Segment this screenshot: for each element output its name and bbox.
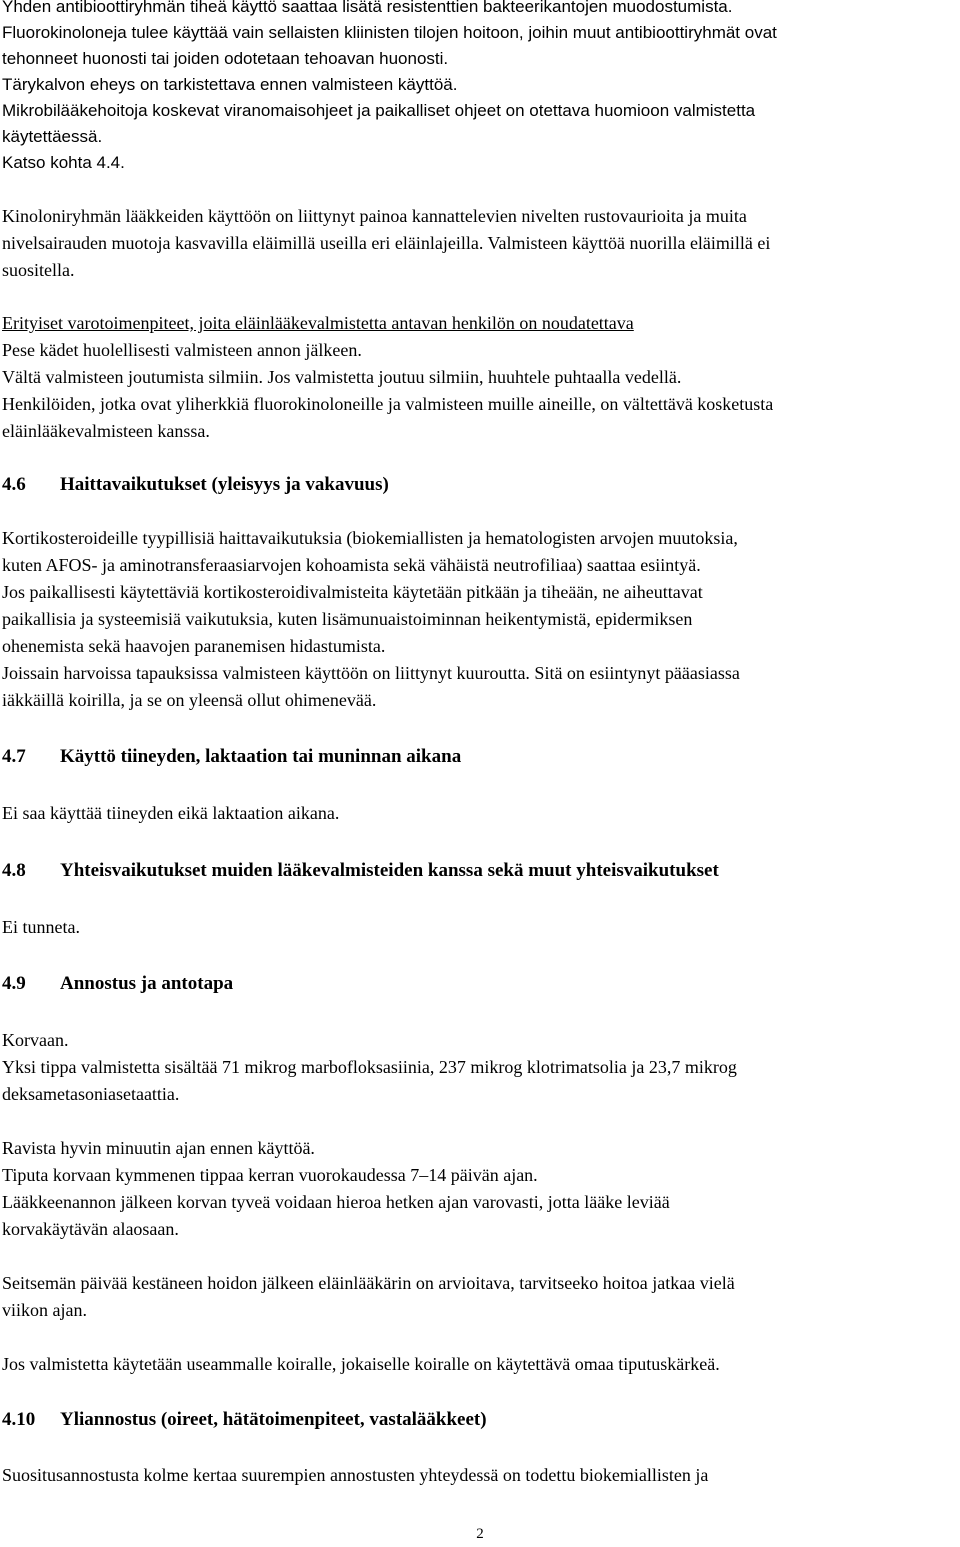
kinolon-line: Kinoloniryhmän lääkkeiden käyttöön on liittynyt painoa kannattelevien nivelten rustovaurioita ja muita <box>2 206 747 226</box>
section-4-9-line: Jos valmistetta käytetään useammalle koiralle, jokaiselle koiralle on käytettävä omaa tiputuskärkeä. <box>2 1354 720 1374</box>
section-4-9-line: Korvaan. <box>2 1030 69 1050</box>
intro-line: käytettäessä. <box>2 127 103 146</box>
section-4-6-line: Joissain harvoissa tapauksissa valmisteen käyttöön on liittynyt kuuroutta. Sitä on esiintynyt pääasiassa <box>2 663 740 683</box>
precautions-line: eläinlääkevalmisteen kanssa. <box>2 421 210 441</box>
section-title: Yliannostus (oireet, hätätoimenpiteet, vastalääkkeet) <box>60 1409 487 1430</box>
section-4-9-line: Yksi tippa valmistetta sisältää 71 mikrog marbofloksasiinia, 237 mikrog klotrimatsolia ja 23,7 mikrog <box>2 1057 737 1077</box>
section-4-6-line: Jos paikallisesti käytettäviä kortikosteroidivalmisteita käytetään pitkään ja tiheään, ne aiheuttavat <box>2 582 703 602</box>
section-title: Annostus ja antotapa <box>60 973 234 994</box>
section-title: Käyttö tiineyden, laktaation tai muninnan aikana <box>60 746 462 767</box>
section-number: 4.10 <box>2 1409 36 1430</box>
section-4-9-line: korvakäytävän alaosaan. <box>2 1219 179 1239</box>
section-4-6-line: Kortikosteroideille tyypillisiä haittavaikutuksia (biokemiallisten ja hematologisten arvojen muutoksia, <box>2 528 738 548</box>
section-4-9-line: deksametasoniasetaattia. <box>2 1084 180 1104</box>
intro-line: Tärykalvon eheys on tarkistettava ennen valmisteen käyttöä. <box>2 75 458 94</box>
section-number: 4.6 <box>2 474 26 495</box>
section-4-9-line: Ravista hyvin minuutin ajan ennen käyttöä. <box>2 1138 315 1158</box>
intro-line: Mikrobilääkehoitoja koskevat viranomaisohjeet ja paikalliset ohjeet on otettava huomioon valmistetta <box>2 101 756 120</box>
section-number: 4.7 <box>2 746 26 767</box>
section-number: 4.8 <box>2 860 26 881</box>
section-4-9-line: Seitsemän päivää kestäneen hoidon jälkeen eläinlääkärin on arvioitava, tarvitseeko hoitoa jatkaa vielä <box>2 1273 735 1293</box>
section-4-6-line: ohenemista sekä haavojen paranemisen hidastumista. <box>2 636 386 656</box>
precautions-line: Henkilöiden, jotka ovat yliherkkiä fluorokinoloneille ja valmisteen muille aineille, on vältettävä kosketusta <box>2 394 774 414</box>
section-4-9-line: Lääkkeenannon jälkeen korvan tyveä voidaan hieroa hetken ajan varovasti, jotta lääke leviää <box>2 1192 670 1212</box>
section-title: Yhteisvaikutukset muiden lääkevalmisteiden kanssa sekä muut yhteisvaikutukset <box>60 860 719 881</box>
intro-line: Fluorokinoloneja tulee käyttää vain sellaisten kliinisten tilojen hoitoon, joihin muut antibioottiryhmät ovat <box>2 23 777 42</box>
precautions-line: Vältä valmisteen joutumista silmiin. Jos valmistetta joutuu silmiin, huuhtele puhtaalla vedellä. <box>2 367 682 387</box>
section-4-6-line: iäkkäillä koirilla, ja se on yleensä ollut ohimenevää. <box>2 690 377 710</box>
section-4-6-line: paikallisia ja systeemisiä vaikutuksia, kuten lisämunuaistoiminnan heikentymistä, epidermiksen <box>2 609 693 629</box>
section-4-8-heading <box>2 858 719 884</box>
section-4-9-line: viikon ajan. <box>2 1300 87 1320</box>
section-4-8-line: Ei tunneta. <box>2 917 80 937</box>
precautions-line: Pese kädet huolellisesti valmisteen annon jälkeen. <box>2 340 362 360</box>
intro-line: Katso kohta 4.4. <box>2 153 125 172</box>
section-4-10-line: Suositusannostusta kolme kertaa suurempien annostusten yhteydessä on todettu biokemiallisten ja <box>2 1465 709 1485</box>
intro-line: tehonneet huonosti tai joiden odotetaan tehoavan huonosti. <box>2 49 449 68</box>
kinolon-line: nivelsairauden muotoja kasvavilla eläimillä useilla eri eläinlajeilla. Valmisteen käyttöä nuorilla eläimillä ei <box>2 233 771 253</box>
section-title: Haittavaikutukset (yleisyys ja vakavuus) <box>60 474 389 495</box>
intro-line: Yhden antibioottiryhmän tiheä käyttö saattaa lisätä resistenttien bakteerikantojen muodostumista. <box>2 0 733 16</box>
section-4-10-heading <box>2 1407 487 1433</box>
section-4-9-line: Tiputa korvaan kymmenen tippaa kerran vuorokaudessa 7–14 päivän ajan. <box>2 1165 538 1185</box>
section-4-9-heading <box>2 971 233 997</box>
precautions-heading: Erityiset varotoimenpiteet, joita eläinlääkevalmistetta antavan henkilön on noudatettava <box>2 313 634 333</box>
section-4-7-line: Ei saa käyttää tiineyden eikä laktaation aikana. <box>2 803 340 823</box>
section-4-6-heading <box>2 472 389 498</box>
section-number: 4.9 <box>2 973 26 994</box>
section-4-7-heading <box>2 744 461 770</box>
kinolon-line: suositella. <box>2 260 75 280</box>
section-4-6-line: kuten AFOS- ja aminotransferaasiarvojen kohoamista sekä vähäistä neutrofiliaa) saattaa esiintyä. <box>2 555 701 575</box>
page-number: 2 <box>476 1526 484 1542</box>
